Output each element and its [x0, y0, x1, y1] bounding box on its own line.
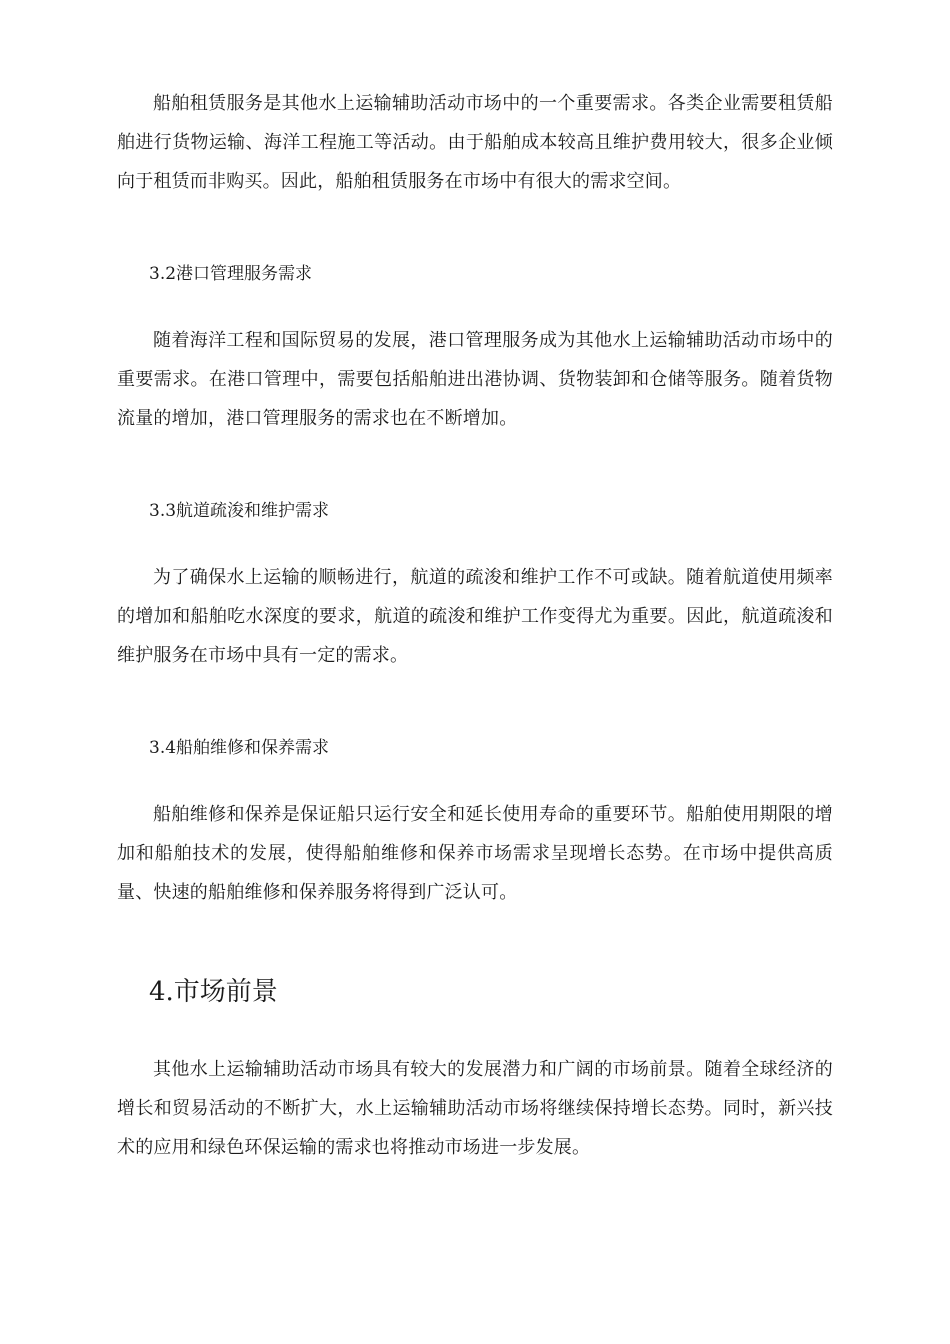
paragraph-ship-leasing: [117, 84, 833, 201]
paragraph-text: 为了确保水上运输的顺畅进行，航道的疏浚和维护工作不可或缺。随着航道使用频率的增加和船舶吃水深度的要求，航道的疏浚和维护工作变得尤为重要。因此，航道疏浚和维护服务在市场中具有一定的需求。: [117, 567, 833, 666]
paragraph-port-management: [117, 321, 833, 438]
paragraph-text: 其他水上运输辅助活动市场具有较大的发展潜力和广阔的市场前景。随着全球经济的增长和贸易活动的不断扩大，水上运输辅助活动市场将继续保持增长态势。同时，新兴技术的应用和绿色环保运输的需求也将推动市场进一步发展。: [117, 1059, 833, 1158]
paragraph-text: 随着海洋工程和国际贸易的发展，港口管理服务成为其他水上运输辅助活动市场中的重要需求。在港口管理中，需要包括船舶进出港协调、货物装卸和仓储等服务。随着货物流量的增加，港口管理服务的需求也在不断增加。: [117, 330, 833, 429]
section-heading-3-4: 3.4船舶维修和保养需求: [149, 738, 330, 758]
paragraph-ship-repair: [117, 795, 833, 912]
section-heading-3-2: 3.2港口管理服务需求: [149, 264, 313, 284]
paragraph-text: 船舶维修和保养是保证船只运行安全和延长使用寿命的重要环节。船舶使用期限的增加和船舶技术的发展，使得船舶维修和保养市场需求呈现增长态势。在市场中提供高质量、快速的船舶维修和保养服务将得到广泛认可。: [117, 804, 833, 903]
section-heading-4: 4.市场前景: [149, 977, 278, 1007]
paragraph-channel-dredging: [117, 558, 833, 675]
paragraph-market-outlook: [117, 1050, 833, 1167]
paragraph-text: 船舶租赁服务是其他水上运输辅助活动市场中的一个重要需求。各类企业需要租赁船舶进行货物运输、海洋工程施工等活动。由于船舶成本较高且维护费用较大，很多企业倾向于租赁而非购买。因此，船舶租赁服务在市场中有很大的需求空间。: [117, 93, 833, 192]
section-heading-3-3: 3.3航道疏浚和维护需求: [149, 501, 330, 521]
